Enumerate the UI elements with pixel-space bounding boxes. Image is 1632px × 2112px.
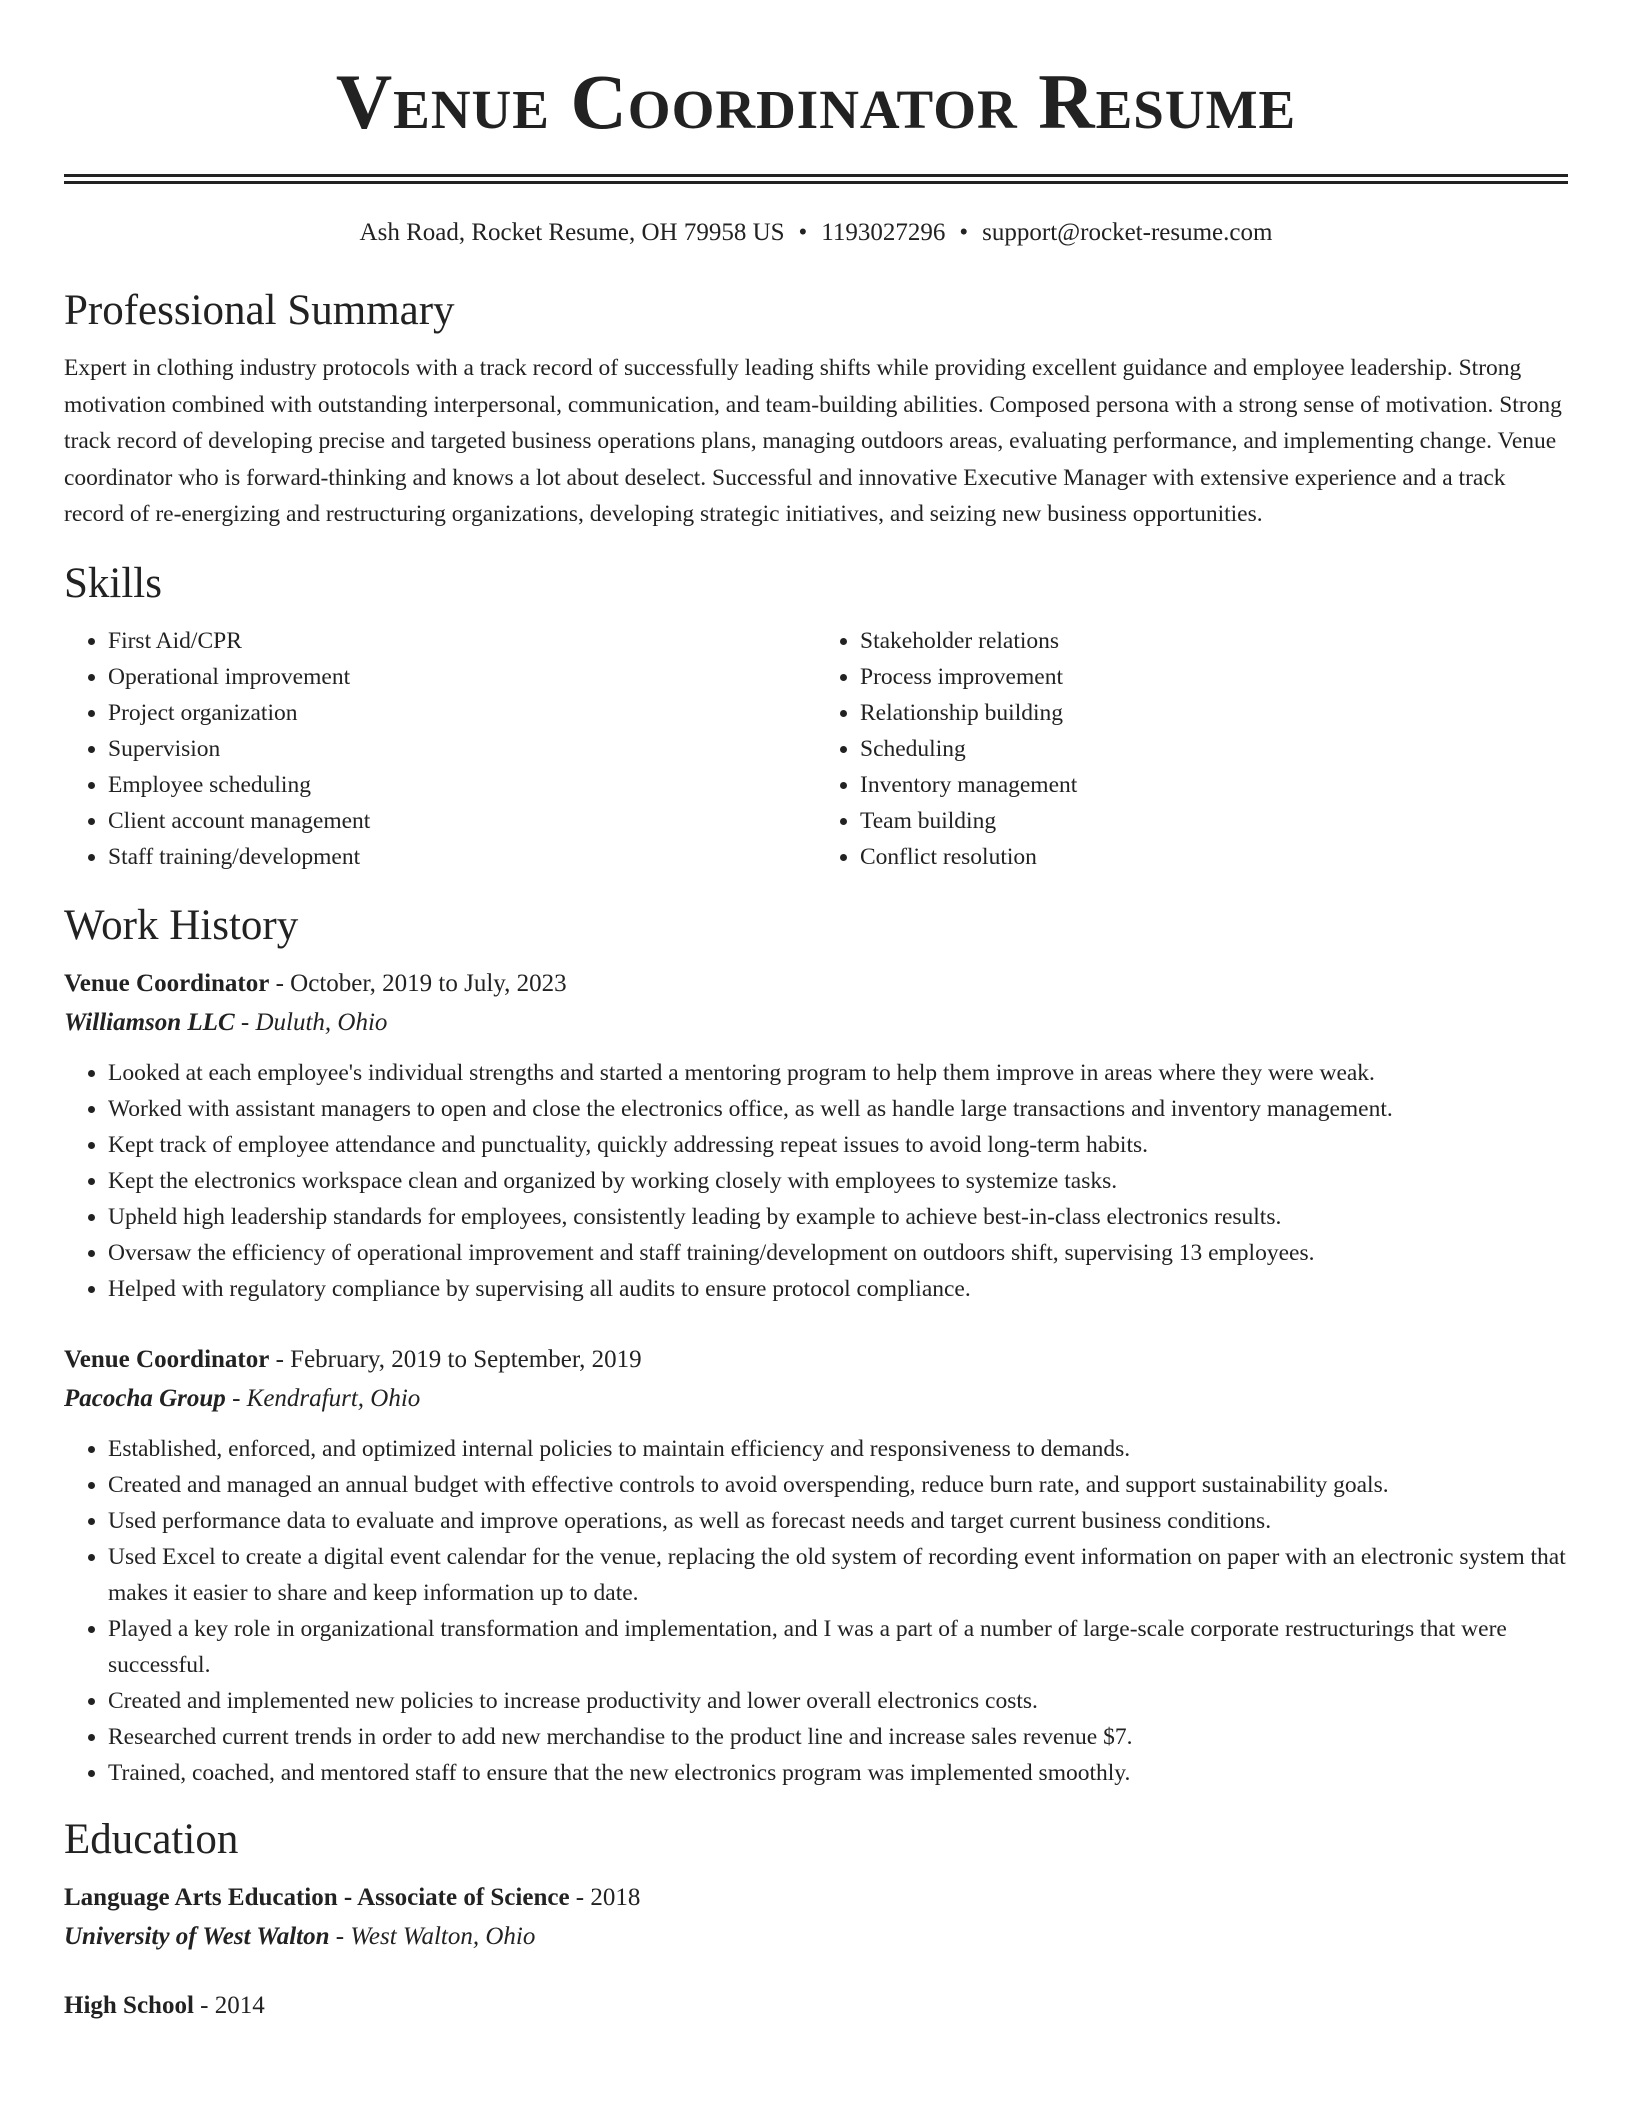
job-duty: • Kept track of employee attendance and punctuality, quickly addressing repeat issues to avoid long-term habits.	[108, 1127, 1568, 1163]
skill-item: • Scheduling	[860, 731, 1568, 767]
skill-item: • Supervision	[108, 731, 816, 767]
job-duty: • Used performance data to evaluate and improve operations, as well as forecast needs and target current business conditions.	[108, 1503, 1568, 1539]
education-entry	[64, 1987, 1568, 2025]
job-duty: • Helped with regulatory compliance by supervising all audits to ensure protocol compliance.	[108, 1271, 1568, 1307]
education-school: University of West Walton	[64, 1922, 330, 1950]
job-duty: • Trained, coached, and mentored staff to ensure that the new electronics program was implemented smoothly.	[108, 1755, 1568, 1791]
job-duties-list	[64, 1055, 1568, 1307]
job-duties-list	[64, 1431, 1568, 1791]
education-degree-line	[64, 1879, 1568, 1917]
summary-text: Expert in clothing industry protocols with a track record of successfully leading shifts while providing excellent guidance and employee leadership. Strong motivation combined with outstanding interpersonal, communication, and team-building abilities. Composed persona with a strong sense of motivation. Strong track record of developing precise and targeted business operations plans, managing outdoors areas, evaluating performance, and implementing change. Venue coordinator who is forward-thinking and knows a lot about deselect. Successful and innovative Executive Manager with extensive experience and a track record of re-energizing and restructuring organizations, developing strategic initiatives, and seizing new business opportunities.	[64, 355, 1562, 528]
education-school-line	[64, 1917, 1568, 1957]
job-entry	[64, 1341, 1568, 1791]
skill-item: • Client account management	[108, 803, 816, 839]
job-duty: • Researched current trends in order to add new merchandise to the product line and increase sales revenue $7.	[108, 1719, 1568, 1755]
summary-heading: Professional Summary	[64, 287, 455, 334]
skill-item: • Stakeholder relations	[860, 623, 1568, 659]
resume-page	[64, 0, 1568, 2025]
skill-item: • Operational improvement	[108, 659, 816, 695]
skill-item: • Team building	[860, 803, 1568, 839]
job-dates: - February, 2019 to September, 2019	[269, 1345, 642, 1373]
contact-separator: •	[798, 219, 808, 246]
job-duty: • Used Excel to create a digital event calendar for the venue, replacing the old system of recording event information on paper with an electronic system that makes it easier to share and keep information up to date.	[108, 1539, 1568, 1611]
skills-list	[64, 623, 1568, 875]
education-heading: Education	[64, 1815, 239, 1863]
job-company-line	[64, 1379, 1568, 1419]
skill-item: • Project organization	[108, 695, 816, 731]
job-duty: • Created and managed an annual budget with effective controls to avoid overspending, reduce burn rate, and support sustainability goals.	[108, 1467, 1568, 1503]
skills-heading: Skills	[64, 559, 162, 607]
skill-item: • Inventory management	[860, 767, 1568, 803]
education-year: - 2018	[569, 1883, 641, 1911]
job-title: Venue Coordinator	[64, 969, 270, 997]
contact-separator: •	[959, 219, 969, 246]
skills-column-right	[816, 623, 1568, 875]
skill-item: • Staff training/development	[108, 839, 816, 875]
job-company-line	[64, 1003, 1568, 1043]
job-duty: • Created and implemented new policies to increase productivity and lower overall electronics costs.	[108, 1683, 1568, 1719]
title-double-rule	[64, 174, 1568, 184]
contact-address: Ash Road, Rocket Resume, OH 79958 US	[359, 219, 785, 246]
work-history-heading: Work History	[64, 901, 299, 949]
contact-line	[64, 218, 1568, 248]
job-duty: • Worked with assistant managers to open and close the electronics office, as well as handle large transactions and inventory management.	[108, 1091, 1568, 1127]
education-year: - 2014	[193, 1991, 265, 2019]
job-duty: • Upheld high leadership standards for employees, consistently leading by example to achieve best-in-class electronics results.	[108, 1199, 1568, 1235]
resume-title: Venue Coordinator Resume	[335, 58, 1297, 145]
education-degree: High School	[64, 1991, 194, 2019]
job-title-line	[64, 1341, 1568, 1379]
job-dates: - October, 2019 to July, 2023	[269, 969, 567, 997]
job-company: Williamson LLC	[64, 1008, 235, 1036]
job-duty: • Oversaw the efficiency of operational improvement and staff training/development on outdoors shift, supervising 13 employees.	[108, 1235, 1568, 1271]
education-location: - West Walton, Ohio	[329, 1922, 536, 1950]
job-duty: • Established, enforced, and optimized internal policies to maintain efficiency and responsiveness to demands.	[108, 1431, 1568, 1467]
skill-item: • Relationship building	[860, 695, 1568, 731]
job-company: Pacocha Group	[64, 1384, 226, 1412]
skill-item: • Process improvement	[860, 659, 1568, 695]
education-entry	[64, 1879, 1568, 1957]
job-duty: • Played a key role in organizational transformation and implementation, and I was a part of a number of large-scale corporate restructurings that were successful.	[108, 1611, 1568, 1683]
skills-column-left	[64, 623, 816, 875]
contact-phone: 1193027296	[821, 219, 946, 246]
education-degree: Language Arts Education - Associate of Science	[64, 1883, 570, 1911]
job-title-line	[64, 965, 1568, 1003]
job-title: Venue Coordinator	[64, 1345, 270, 1373]
job-entry	[64, 965, 1568, 1307]
skill-item: • Conflict resolution	[860, 839, 1568, 875]
education-degree-line	[64, 1987, 1568, 2025]
skill-item: • Employee scheduling	[108, 767, 816, 803]
skill-item: • First Aid/CPR	[108, 623, 816, 659]
job-duty: • Kept the electronics workspace clean and organized by working closely with employees to systemize tasks.	[108, 1163, 1568, 1199]
contact-email: support@rocket-resume.com	[982, 219, 1273, 246]
job-location: - Kendrafurt, Ohio	[225, 1384, 421, 1412]
job-duty: • Looked at each employee's individual strengths and started a mentoring program to help them improve in areas where they were weak.	[108, 1055, 1568, 1091]
job-location: - Duluth, Ohio	[234, 1008, 388, 1036]
